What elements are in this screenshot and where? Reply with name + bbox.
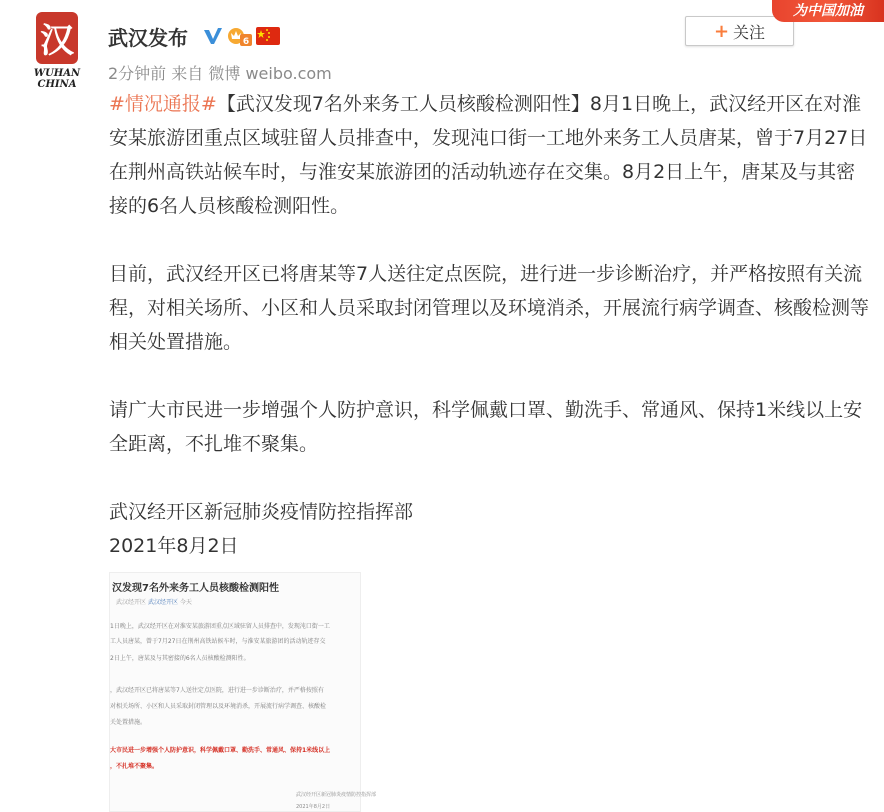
attachment-sign: 武汉经开区新冠肺炎疫情防控指挥部 (296, 792, 377, 798)
avatar-glyph: 汉 (40, 21, 74, 61)
post-meta (108, 61, 332, 84)
paragraph-3: 请广大市民进一步增强个人防护意识，科学佩戴口罩、勤洗手、常通风、保持1米线以上安全距离，不扎堆不聚集。 (109, 399, 863, 455)
attachment-line: 2日上午，唐某及与其密接的6名人员核酸检测阳性。 (110, 655, 250, 662)
avatar-text-1: WUHAN (33, 68, 81, 79)
attachment-line: 工人员唐某，曾于7月27日在荆州高铁站候车时，与淮安某旅游团的活动轨迹存交 (110, 638, 326, 645)
attachment-red-line: ，不扎堆不聚集。 (110, 763, 159, 770)
attachment-line: 1日晚上，武汉经开区在对淮安某旅游团重点区域驻留人员排查中，发现沌口街一工 (110, 623, 330, 630)
svg-text:6: 6 (242, 37, 250, 47)
post-date: 2021年8月2日 (109, 535, 239, 557)
post-signature: 武汉经开区新冠肺炎疫情防控指挥部 (109, 501, 414, 523)
topic-link[interactable]: #情况通报# (109, 93, 217, 115)
account-name[interactable]: 武汉发布 (108, 26, 188, 50)
follow-label: 关注 (733, 22, 766, 42)
china-flag-icon (256, 27, 280, 45)
attachment-title: 汉发现7名外来务工人员核酸检测阳性 (112, 583, 279, 594)
plus-icon: + (713, 20, 730, 42)
paragraph-1 (109, 87, 869, 223)
paragraph-2: 目前，武汉经开区已将唐某等7人送往定点医院，进行进一步诊断治疗，并严格按照有关流程，对相关场所、小区和人员采取封闭管理以及环境消杀，开展流行病学调查、核酸检测等相关处置措施。 (109, 263, 870, 353)
attachment-red-line: 大市民进一步增强个人防护意识，科学佩戴口罩、勤洗手、常通风、保持1米线以上 (110, 747, 331, 754)
avatar-text-2: CHINA (37, 79, 77, 90)
post-content (109, 87, 869, 563)
attachment-source: 武汉经开区 (116, 599, 147, 606)
cheer-banner: 为中国加油 (772, 0, 884, 22)
badge-row (202, 24, 280, 48)
post-source[interactable]: 来自 微博 weibo.com (171, 64, 332, 83)
verified-v-icon[interactable] (202, 26, 224, 46)
member-level-icon[interactable] (227, 25, 253, 47)
attachment-time: 今天 (179, 599, 192, 606)
post-time[interactable]: 2分钟前 (108, 64, 167, 83)
attached-image[interactable] (109, 572, 377, 812)
attachment-line: 关处置措施。 (110, 719, 147, 726)
attachment-sign-date: 2021年8月2日 (296, 804, 331, 810)
attachment-line: ，武汉经开区已将唐某等7人送往定点医院，进行进一步诊断治疗，并严格按照有 (110, 687, 324, 694)
account-avatar[interactable] (24, 10, 90, 90)
attachment-line: 对相关场所、小区和人员采取封闭管理以及环境消杀，开展流行病学调查、核酸检 (110, 703, 327, 710)
attachment-subline (116, 597, 192, 606)
paragraph-1-text: 【武汉发现7名外来务工人员核酸检测阳性】8月1日晚上，武汉经开区在对淮安某旅游团重点区域驻留人员排查中，发现沌口街一工地外来务工人员唐某，曾于7月27日在荆州高铁站候车时，与淮安某旅游团的活动轨迹存在交集。8月2日上午，唐某及与其密接的6名人员核酸检测阳性。 (109, 93, 868, 217)
attachment-link: 武汉经开区 (147, 599, 178, 606)
